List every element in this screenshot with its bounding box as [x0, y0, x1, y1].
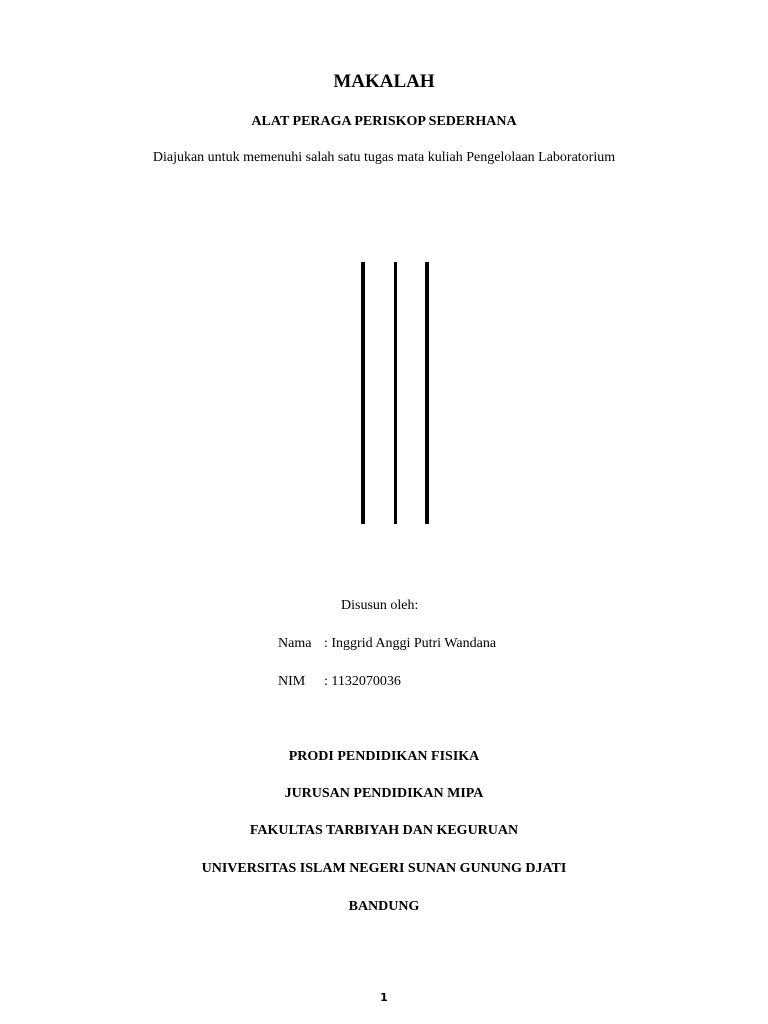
logo-bar-middle	[394, 262, 397, 524]
document-subtitle: ALAT PERAGA PERISKOP SEDERHANA	[251, 114, 517, 129]
institution-department: JURUSAN PENDIDIKAN MIPA	[284, 786, 484, 801]
institution-program: PRODI PENDIDIKAN FISIKA	[288, 749, 480, 764]
institution-city: BANDUNG	[348, 899, 420, 914]
institution-logo-icon	[356, 262, 436, 526]
page-number: 1	[380, 991, 388, 1004]
author-nim-value: : 1132070036	[324, 674, 401, 689]
institution-faculty: FAKULTAS TARBIYAH DAN KEGURUAN	[249, 823, 519, 838]
document-title: MAKALAH	[333, 71, 435, 92]
institution-university: UNIVERSITAS ISLAM NEGERI SUNAN GUNUNG DJATI	[201, 861, 567, 876]
author-nim-row	[278, 674, 401, 690]
logo-bar-right	[425, 262, 429, 524]
author-nim-label: NIM	[278, 674, 306, 689]
logo-bar-left	[361, 262, 365, 524]
author-name-label: Nama	[278, 636, 312, 651]
author-name-row	[278, 636, 496, 652]
author-name-value: : Inggrid Anggi Putri Wandana	[324, 636, 497, 651]
document-purpose: Diajukan untuk memenuhi salah satu tugas mata kuliah Pengelolaan Laboratorium	[152, 150, 616, 165]
prepared-by-label: Disusun oleh:	[341, 598, 419, 613]
